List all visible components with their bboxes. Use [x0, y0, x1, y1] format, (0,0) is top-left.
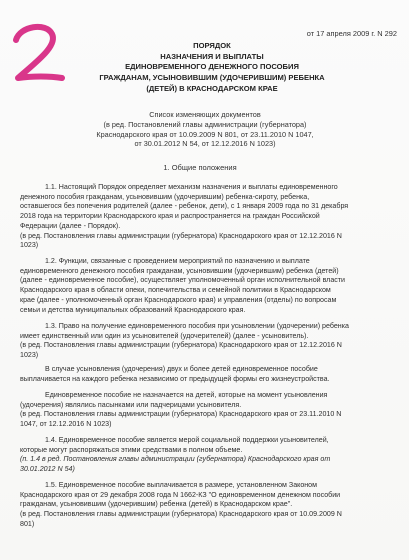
text-line: Краснодарского края в области опеки, попечительства и семейной политики в Краснодарском	[20, 286, 331, 295]
changes-line: Список изменяющих документов	[149, 110, 261, 119]
text-line: 1.2. Функции, связанные с проведением мероприятий по назначению и выплате	[45, 257, 310, 265]
text-line: 1023)	[20, 241, 39, 250]
text-line: 1023)	[20, 351, 39, 360]
paragraph-1-3-c	[20, 391, 395, 430]
paragraph-1-3	[20, 322, 395, 361]
text-line: Краснодарского края от 29 декабря 2008 года N 1662-КЗ "О единовременном денежном пособии	[20, 490, 341, 499]
title-line: ГРАЖДАНАМ, УСЫНОВИВШИМ (УДОЧЕРИВШИМ) РЕБЕНКА	[99, 73, 325, 83]
text-line: 1047, от 12.12.2016 N 1023)	[20, 420, 112, 429]
text-line: 30.01.2012 N 54)	[20, 465, 75, 474]
text-line: Федерации (далее - Порядок).	[20, 221, 121, 230]
text-line: крае (далее - уполномоченный орган Краснодарского края) и управления (отделы) по вопросам	[20, 295, 337, 304]
text-line: гражданам, усыновившим (удочерившим) ребенка (детей) в Краснодарском крае".	[20, 500, 293, 509]
text-line: 1.5. Единовременное пособие выплачивается в размере, установленном Законом	[45, 481, 318, 489]
document-title	[92, 41, 332, 95]
paragraph-1-5	[20, 481, 395, 530]
text-line: денежного пособия гражданам, усыновившим (удочерившим) ребенка-сироту, ребенка,	[20, 192, 310, 201]
title-line: (ДЕТЕЙ) В КРАСНОДАРСКОМ КРАЕ	[146, 83, 278, 93]
text-line: оставшегося без попечения родителей (далее - ребенок, дети), с 1 января 2009 года по 31 декабря	[20, 202, 349, 211]
text-line: семьи и детства муниципальных образований Краснодарского края.	[20, 305, 246, 314]
text-line: имеет единственный или один из усыновителей (удочерителей) (далее - усыновитель).	[20, 331, 309, 340]
text-line: 1.3. Право на получение единовременного пособия при усыновлении (удочерении) ребенка	[45, 322, 349, 330]
paragraph-1-4	[20, 436, 395, 475]
section-heading: 1. Общие положения	[163, 163, 237, 172]
changes-line: от 30.01.2012 N 54, от 12.12.2016 N 1023)	[134, 139, 276, 149]
title-line: ЕДИНОВРЕМЕННОГО ДЕНЕЖНОГО ПОСОБИЯ	[125, 62, 299, 72]
text-line: В случае усыновления (удочерения) двух и более детей единовременное пособие	[45, 365, 318, 373]
changes-line: Краснодарского края от 10.09.2009 N 801, от 23.11.2010 N 1047,	[96, 129, 314, 139]
title-line: НАЗНАЧЕНИЯ И ВЫПЛАТЫ	[160, 51, 264, 61]
text-line: (в ред. Постановления главы администрации (губернатора) Краснодарского края от 12.12.2016 N	[20, 231, 342, 240]
text-line: 1.4. Единовременное пособие является мерой социальной поддержки усыновителей,	[45, 436, 329, 444]
text-line: (п. 1.4 в ред. Постановления главы администрации (губернатора) Краснодарского края от	[20, 455, 331, 464]
text-line: выплачивается на каждого ребенка независимо от предыдущей формы его жизнеустройства.	[20, 374, 330, 383]
document-date: от 17 апреля 2009 г. N 292	[306, 29, 397, 38]
text-line: единовременного денежного пособия гражданам, усыновившим (удочерившим) ребенка (детей)	[20, 266, 339, 275]
text-line: 2018 года на территории Краснодарского края и распространяется на граждан Российской	[20, 212, 320, 221]
text-line: которые могут распоряжаться этими средствами в полном объеме.	[20, 445, 243, 454]
title-line: ПОРЯДОК	[193, 41, 231, 50]
text-line: (удочерения) являлись пасынками или падчерицами усыновителя.	[20, 400, 242, 409]
changes-line: (в ред. Постановлений главы администрации (губернатора)	[103, 119, 307, 129]
paragraph-1-3-b	[20, 365, 395, 384]
text-line: 801)	[20, 519, 35, 528]
paragraph-1-1	[20, 183, 395, 251]
text-line: Единовременное пособие не назначается на детей, которые на момент усыновления	[45, 391, 328, 399]
text-line: 1.1. Настоящий Порядок определяет механизм назначения и выплаты единовременного	[45, 183, 338, 191]
text-line: (в ред. Постановления главы администрации (губернатора) Краснодарского края от 10.09.2009 N	[20, 510, 342, 519]
text-line: (в ред. Постановления главы администрации (губернатора) Краснодарского края от 12.12.2016 N	[20, 341, 342, 350]
handwritten-number-two	[6, 18, 70, 90]
text-line: (далее - единовременное пособие), осуществляет уполномоченный орган исполнительной власти	[20, 276, 346, 285]
amending-documents-list	[60, 110, 350, 149]
paragraph-1-2	[20, 257, 395, 315]
text-line: (в ред. Постановления главы администрации (губернатора) Краснодарского края от 23.11.2010 N	[20, 410, 342, 419]
